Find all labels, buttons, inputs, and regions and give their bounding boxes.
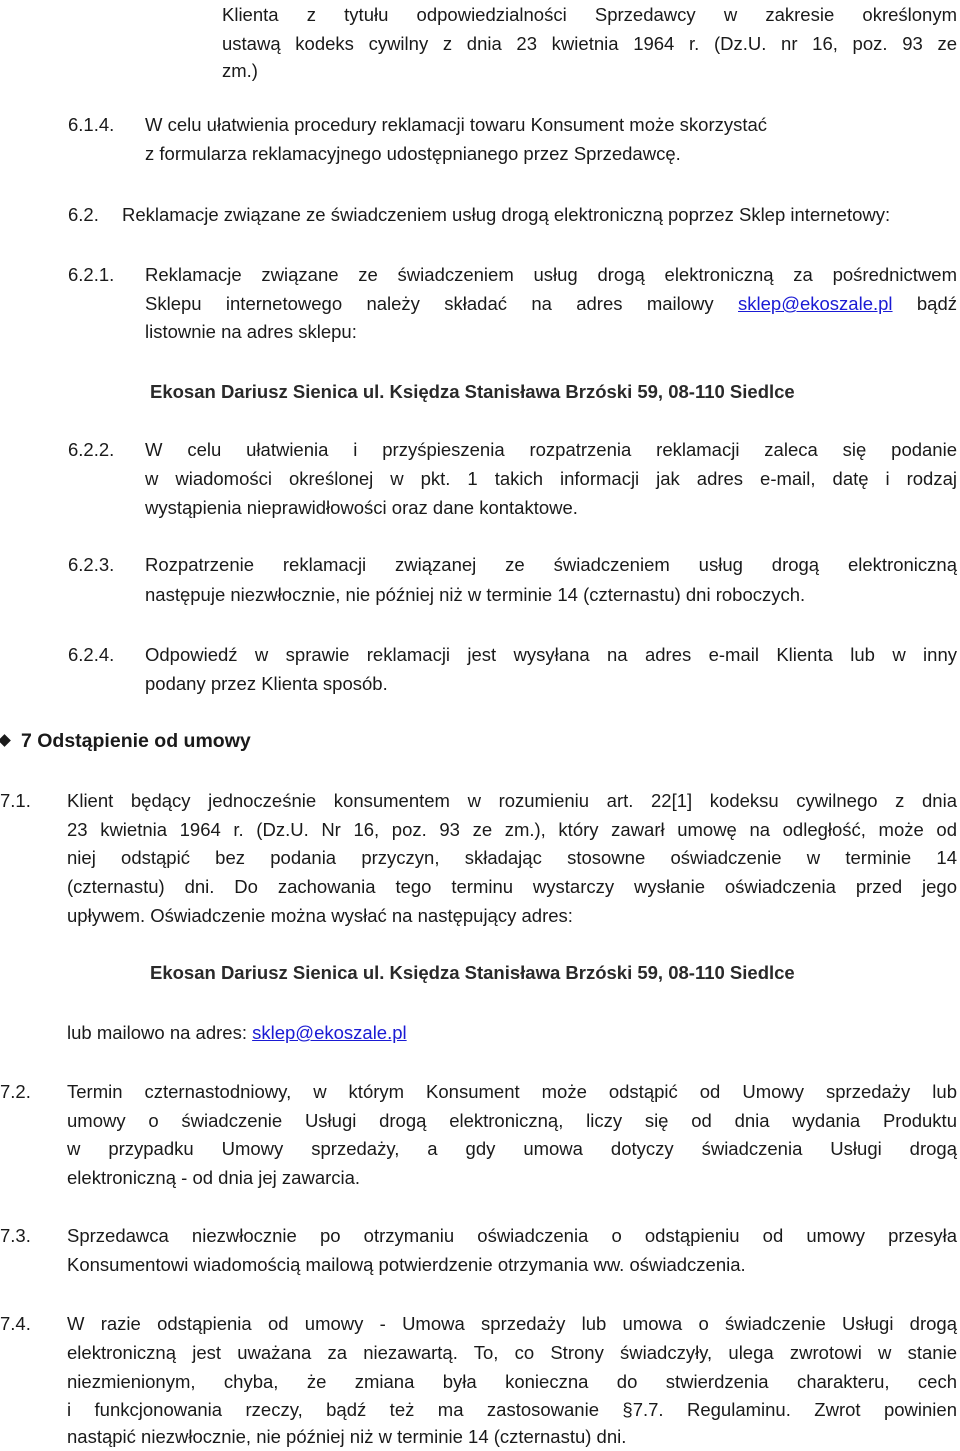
item-number: 6.2.2. xyxy=(68,439,115,460)
email-link[interactable]: sklep@ekoszale.pl xyxy=(738,293,893,314)
item-text: nastąpić niezwłocznie, nie później niż w terminie 14 (czternastu) dni. xyxy=(67,1426,627,1447)
shop-address: Ekosan Dariusz Sienica ul. Księdza Stanisława Brzóski 59, 08-110 Siedlce xyxy=(150,381,795,402)
item-text: Konsumentowi wiadomością mailową potwierdzenie otrzymania ww. oświadczenia. xyxy=(67,1254,746,1275)
item-text: W celu ułatwienia procedury reklamacji towaru Konsument może skorzystać xyxy=(145,114,768,135)
intro-line: Klienta z tytułu odpowiedzialności Sprzedawcy w zakresie określonym xyxy=(222,4,957,25)
item-number: 7.3. xyxy=(0,1225,31,1246)
item-text: Reklamacje związane ze świadczeniem usług drogą elektroniczną poprzez Sklep internetowy: xyxy=(122,204,891,225)
item-text: Reklamacje związane ze świadczeniem usług drogą elektroniczną za pośrednictwem xyxy=(145,264,957,285)
item-text: Termin czternastodniowy, w którym Konsument może odstąpić od Umowy sprzedaży lub xyxy=(67,1081,957,1102)
intro-line: zm.) xyxy=(222,60,258,81)
shop-address: Ekosan Dariusz Sienica ul. Księdza Stanisława Brzóski 59, 08-110 Siedlce xyxy=(150,962,795,983)
item-text: wystąpienia nieprawidłowości oraz dane kontaktowe. xyxy=(145,497,578,518)
item-text: elektroniczną - od dnia jej zawarcia. xyxy=(67,1167,361,1188)
section-heading xyxy=(0,727,251,756)
item-number: 7.4. xyxy=(0,1313,31,1334)
item-text: (czternastu) dni. Do zachowania tego terminu wystarczy wysłanie oświadczenia przed jego xyxy=(67,876,957,897)
item-text: upływem. Oświadczenie można wysłać na następujący adres: xyxy=(67,905,573,926)
item-text: Klient będący jednocześnie konsumentem w rozumieniu art. 22[1] kodeksu cywilnego z dnia xyxy=(67,790,957,811)
item-text: podany przez Klienta sposób. xyxy=(145,673,388,694)
item-text: umowy o świadczenie Usługi drogą elektroniczną, liczy się od dnia wydania Produktu xyxy=(67,1110,957,1131)
item-number: 6.2.4. xyxy=(68,644,115,665)
item-text: Rozpatrzenie reklamacji związanej ze świadczeniem usług drogą elektroniczną xyxy=(145,554,957,575)
item-number: 7.1. xyxy=(0,790,31,811)
item-text: Sprzedawca niezwłocznie po otrzymaniu oświadczenia o odstąpieniu od umowy przesyła xyxy=(67,1225,957,1246)
item-text: z formularza reklamacyjnego udostępnianego przez Sprzedawcę. xyxy=(145,143,681,164)
item-number: 6.2.3. xyxy=(68,554,115,575)
item-text: elektroniczną jest uważana za niezawartą. To, co Strony świadczyły, ulega zwrotowi w stanie xyxy=(67,1342,957,1363)
intro-line: ustawą kodeks cywilny z dnia 23 kwietnia 1964 r. (Dz.U. nr 16, poz. 93 ze xyxy=(222,33,957,54)
item-text xyxy=(145,289,957,318)
email-link[interactable]: sklep@ekoszale.pl xyxy=(252,1022,407,1043)
item-text: W razie odstąpienia od umowy - Umowa sprzedaży lub umowa o świadczenie Usługi drogą xyxy=(67,1313,957,1334)
item-text xyxy=(67,1018,407,1047)
text-segment: bądź xyxy=(916,293,958,314)
item-number: 6.1.4. xyxy=(68,114,115,135)
item-text: W celu ułatwienia i przyśpieszenia rozpatrzenia reklamacji zaleca się podanie xyxy=(145,439,957,460)
text-segment: lub mailowo na adres: xyxy=(67,1022,247,1043)
item-text: następuje niezwłocznie, nie później niż w terminie 14 (czternastu) dni roboczych. xyxy=(145,584,806,605)
item-text: w przypadku Umowy sprzedaży, a gdy umowa dotyczy świadczenia Usługi drogą xyxy=(67,1138,957,1159)
bullet-diamond-icon xyxy=(0,734,11,747)
item-number: 6.2. xyxy=(68,204,99,225)
item-text: listownie na adres sklepu: xyxy=(145,321,357,342)
item-text: w wiadomości określonej w pkt. 1 takich informacji jak adres e-mail, datę i rodzaj xyxy=(145,468,957,489)
item-text: niej odstąpić bez podania przyczyn, składając stosowne oświadczenie w terminie 14 xyxy=(67,847,957,868)
item-text: 23 kwietnia 1964 r. (Dz.U. Nr 16, poz. 93 ze zm.), który zawarł umowę na odległość, może od xyxy=(67,819,957,840)
section-heading-text: 7 Odstąpienie od umowy xyxy=(21,730,251,752)
item-number: 7.2. xyxy=(0,1081,31,1102)
item-number: 6.2.1. xyxy=(68,264,115,285)
item-text: Odpowiedź w sprawie reklamacji jest wysyłana na adres e-mail Klienta lub w inny xyxy=(145,644,957,665)
item-text: niezmienionym, chyba, że zmiana była konieczna do stwierdzenia charakteru, cech xyxy=(67,1371,957,1392)
item-text: i funkcjonowania rzeczy, bądź też ma zastosowanie §7.7. Regulaminu. Zwrot powinien xyxy=(67,1399,957,1420)
text-segment: Sklepu internetowego należy składać na adres mailowy xyxy=(145,293,714,314)
